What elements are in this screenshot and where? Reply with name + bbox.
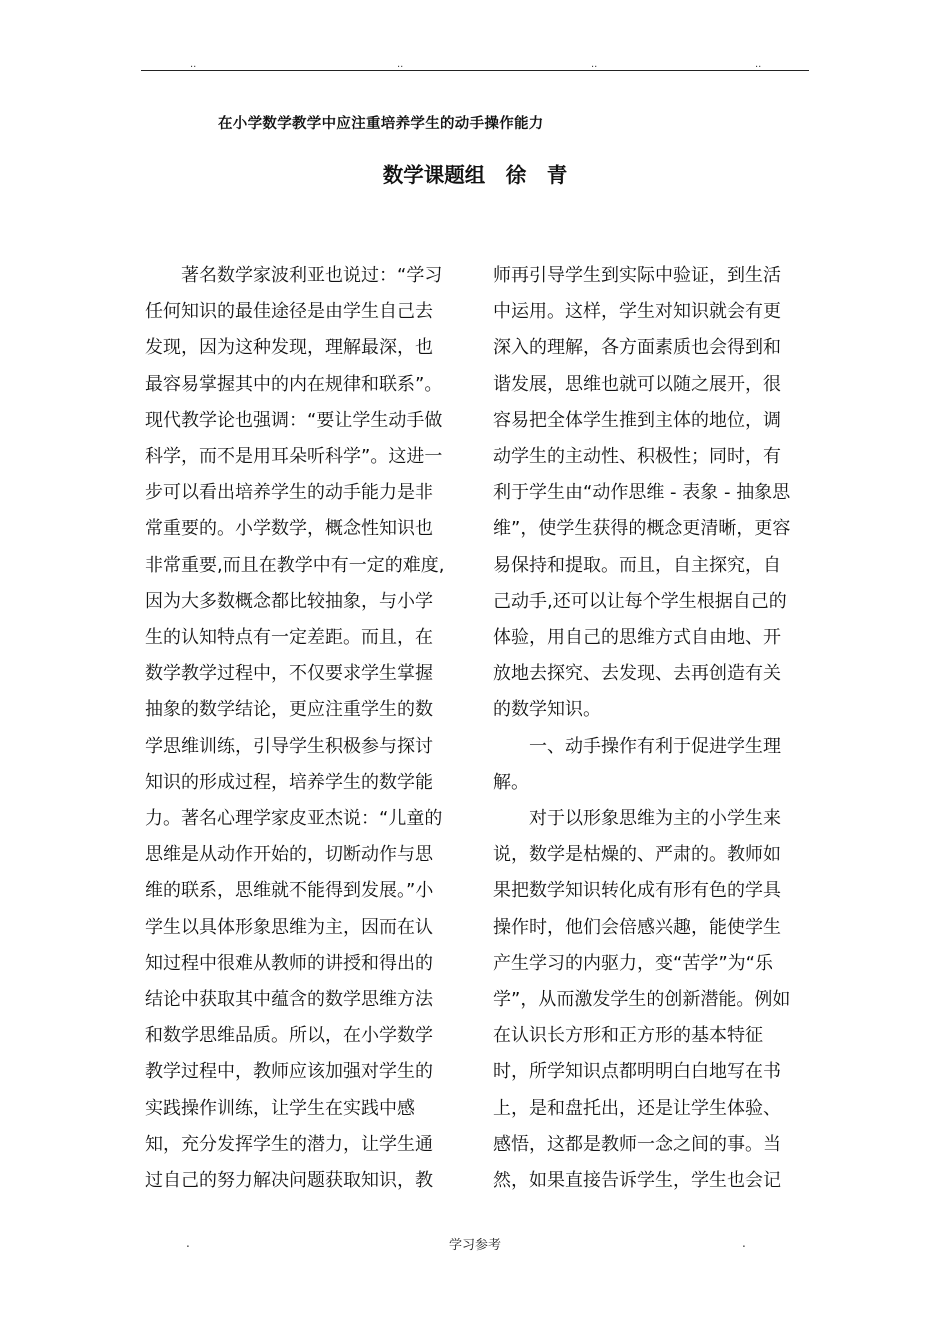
text-line: 知过程中很难从教师的讲授和得出的 — [145, 952, 433, 974]
text-line: 产生学习的内驱力，变“苦学”为“乐 — [493, 952, 773, 974]
text-line: 维”，使学生获得的概念更清晰，更容 — [493, 518, 791, 540]
text-line: 思维是从动作开始的，切断动作与思 — [145, 844, 433, 866]
text-line: 感悟，这都是教师一念之间的事。当 — [493, 1133, 781, 1155]
header-mark: .. — [190, 59, 197, 70]
text-line: 任何知识的最佳途径是由学生自己去 — [145, 301, 433, 323]
footer-left-mark: . — [186, 1236, 190, 1250]
text-line: 知识的形成过程，培养学生的数学能 — [145, 771, 433, 793]
header-rule — [141, 70, 809, 71]
footer-label: 学习参考 — [448, 1238, 501, 1253]
text-line: 利于学生由“动作思维 - 表象 - 抽象思 — [493, 482, 791, 504]
text-line: 现代教学论也强调：“要让学生动手做 — [145, 409, 443, 431]
text-line: 结论中获取其中蕴含的数学思维方法 — [145, 989, 433, 1011]
text-line: 果把数学知识转化成有形有色的学具 — [493, 880, 781, 902]
text-line: 学生以具体形象思维为主，因而在认 — [145, 916, 433, 938]
header-mark: .. — [591, 59, 598, 70]
text-line: 步可以看出培养学生的动手能力是非 — [145, 482, 433, 504]
text-line: 维的联系，思维就不能得到发展。”小 — [145, 880, 434, 902]
text-line: 在认识长方形和正方形的基本特征 — [493, 1025, 763, 1047]
text-line: 常重要的。小学数学，概念性知识也 — [145, 518, 433, 540]
text-line: 知，充分发挥学生的潜力，让学生通 — [145, 1133, 433, 1155]
text-line: 体验，用自己的思维方式自由地、开 — [493, 627, 781, 649]
text-line: 生的认知特点有一定差距。而且，在 — [145, 627, 433, 649]
text-line: 力。著名心理学家皮亚杰说：“儿童的 — [145, 808, 443, 830]
text-line: 数学教学过程中，不仅要求学生掌握 — [145, 663, 433, 685]
header-mark: .. — [755, 59, 762, 70]
left-text-column — [145, 258, 465, 1199]
text-line: 过自己的努力解决问题获取知识，教 — [145, 1170, 433, 1192]
text-line: 著名数学家波利亚也说过：“学习 — [145, 265, 443, 286]
text-line: 一、动手操作有利于促进学生理 — [493, 735, 781, 757]
text-line: 抽象的数学结论，更应注重学生的数 — [145, 699, 433, 721]
header-mark: .. — [397, 59, 404, 70]
text-line: 科学，而不是用耳朵听科学”。这进一 — [145, 446, 443, 468]
text-line: 容易把全体学生推到主体的地位，调 — [493, 409, 781, 431]
text-line: 时，所学知识点都明明白白地写在书 — [493, 1061, 781, 1083]
text-line: 中运用。这样，学生对知识就会有更 — [493, 301, 781, 323]
text-line: 因为大多数概念都比较抽象，与小学 — [145, 590, 433, 612]
text-line: 最容易掌握其中的内在规律和联系”。 — [145, 373, 443, 395]
text-line: 谐发展，思维也就可以随之展开，很 — [493, 373, 781, 395]
text-line: 上，是和盘托出，还是让学生体验、 — [493, 1097, 781, 1119]
text-line: 对于以形象思维为主的小学生来 — [493, 808, 781, 830]
text-line: 然，如果直接告诉学生，学生也会记 — [493, 1170, 781, 1192]
text-line: 深入的理解，各方面素质也会得到和 — [493, 337, 781, 359]
text-line: 学”，从而激发学生的创新潜能。例如 — [493, 989, 791, 1011]
text-line: 学思维训练，引导学生积极参与探讨 — [145, 735, 433, 757]
text-line: 操作时，他们会倍感兴趣，能使学生 — [493, 916, 781, 938]
text-line: 和数学思维品质。所以，在小学数学 — [145, 1025, 433, 1047]
text-line: 动学生的主动性、积极性；同时，有 — [493, 446, 781, 468]
text-line: 实践操作训练，让学生在实践中感 — [145, 1097, 415, 1119]
document-title: 在小学数学教学中应注重培养学生的动手操作能力 — [218, 116, 544, 132]
text-line: 非常重要,而且在教学中有一定的难度, — [145, 554, 445, 576]
text-line: 说，数学是枯燥的、严肃的。教师如 — [493, 844, 781, 866]
text-line: 师再引导学生到实际中验证，到生活 — [493, 265, 781, 286]
text-line: 发现，因为这种发现，理解最深，也 — [145, 337, 433, 359]
text-line: 己动手,还可以让每个学生根据自己的 — [493, 590, 787, 612]
text-line: 放地去探究、去发现、去再创造有关 — [493, 663, 781, 685]
right-text-column — [493, 258, 813, 1199]
text-line: 解。 — [493, 771, 529, 793]
text-line: 的数学知识。 — [493, 699, 601, 721]
document-byline: 数学课题组 徐 青 — [382, 163, 568, 187]
text-line: 教学过程中，教师应该加强对学生的 — [145, 1061, 433, 1083]
text-line: 易保持和提取。而且，自主探究，自 — [493, 554, 781, 576]
footer-right-mark: . — [742, 1236, 746, 1250]
